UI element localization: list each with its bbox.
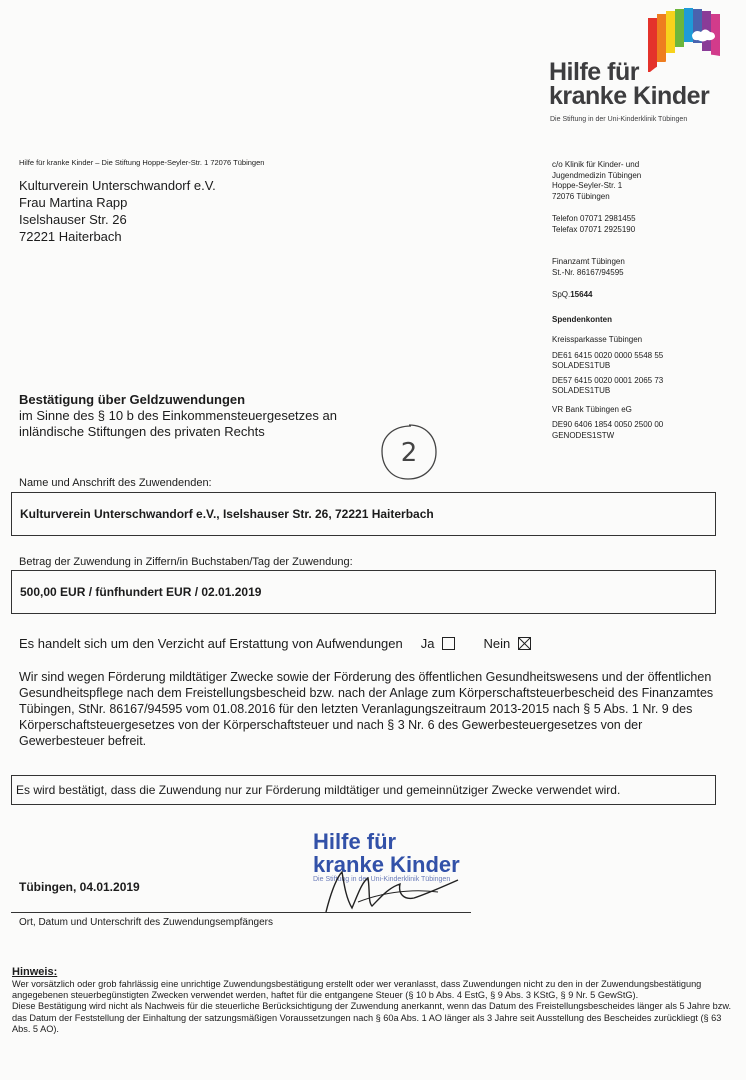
logo-subtitle: Die Stiftung in der Uni-Kinderklinik Tübingen xyxy=(550,116,688,123)
signature-caption: Ort, Datum und Unterschrift des Zuwendungsempfängers xyxy=(19,917,274,928)
notice-paragraph-2: Diese Bestätigung wird nicht als Nachweis für die steuerliche Berücksichtigung der Zuwendung anerkannt, wenn das Datum des Freistellungsbescheides länger als 5 Jahre bzw. das Datum der Feststellung der Einhaltung der satzungsmäßigen Voraussetzungen nach § 60a Abs. 1 AO länger als 3 Jahre seit Ausstellung des Bescheides zurückliegt (§ 63 Abs. 5 AO). xyxy=(12,1001,732,1034)
confirmation-box xyxy=(11,775,716,805)
document-heading: Bestätigung über Geldzuwendungen xyxy=(19,392,246,407)
sidebar-bank1-bic2: SOLADES1TUB xyxy=(552,386,611,395)
sidebar-tax xyxy=(552,257,742,278)
signature-place-date: Tübingen, 04.01.2019 xyxy=(19,880,140,894)
sidebar-info xyxy=(552,160,742,441)
sidebar-bank2-bic: GENODES1STW xyxy=(552,430,615,440)
logo-title-line1: Hilfe für xyxy=(549,58,639,86)
notice-title-text: Hinweis xyxy=(12,966,54,978)
document-subheading-2: inländische Stiftungen des privaten Rechts xyxy=(19,424,265,439)
waiver-yes-checkbox[interactable] xyxy=(442,637,455,650)
recipient-line-3: Iselshauser Str. 26 xyxy=(19,212,127,227)
donor-label: Name und Anschrift des Zuwendenden: xyxy=(19,477,212,489)
sidebar-bank2-iban: DE90 6406 1854 0050 2500 00 xyxy=(552,420,664,429)
document-subheading-1: im Sinne des § 10 b des Einkommensteuergesetzes an xyxy=(19,408,337,423)
sidebar-accounts-title: Spendenkonten xyxy=(552,314,613,324)
document-title xyxy=(19,392,337,440)
signature-line xyxy=(11,912,471,913)
sidebar-tax-office: Finanzamt Tübingen xyxy=(552,257,625,266)
handwritten-number: 2 xyxy=(400,438,418,468)
notice-title: Hinweis: xyxy=(12,966,58,978)
donor-value: Kulturverein Unterschwandorf e.V., Iselshauser Str. 26, 72221 Haiterbach xyxy=(20,507,434,521)
waiver-no-checkbox[interactable] xyxy=(518,637,531,650)
sidebar-bank1-iban1: DE61 6415 0020 0000 5548 55 xyxy=(552,350,664,360)
waiver-no-label: Nein xyxy=(483,636,511,651)
sidebar-bank1-name: Kreissparkasse Tübingen xyxy=(552,335,643,344)
logo-title xyxy=(549,60,709,108)
sidebar-phone: Telefon 07071 2981455 xyxy=(552,214,636,223)
amount-box xyxy=(11,570,716,614)
handwritten-circle-mark xyxy=(378,421,440,483)
sidebar-spq-label: SpQ. xyxy=(552,290,571,299)
stamp-line1: Hilfe für xyxy=(313,829,397,854)
recipient-address xyxy=(19,177,216,245)
sidebar-bank2-name: VR Bank Tübingen eG xyxy=(552,404,632,414)
sidebar-address-line: 72076 Tübingen xyxy=(552,191,610,201)
recipient-line-4: 72221 Haiterbach xyxy=(19,229,122,244)
notice-paragraph-1: Wer vorsätzlich oder grob fahrlässig eine unrichtige Zuwendungsbestätigung erstellt oder wer veranlasst, dass Zuwendungen nicht zu den in der Zuwendungsbestätigung angegebenen steuerbegünstigten Zwecken verwendet werden, haftet für die entgangene Steuer (§ 10 b Abs. 4 EstG, § 9 Abs. 3 KStG, § 9 Nr. 5 GewStG). xyxy=(12,979,702,1001)
logo-title-line2: kranke Kinder xyxy=(549,82,710,110)
amount-value: 500,00 EUR / fünfhundert EUR / 02.01.2019 xyxy=(20,585,262,599)
waiver-yes-label: Ja xyxy=(420,636,435,651)
waiver-question: Es handelt sich um den Verzicht auf Erstattung von Aufwendungen xyxy=(19,636,403,651)
sidebar-address xyxy=(552,160,742,202)
donor-box xyxy=(11,492,716,536)
checkbox-cross-icon xyxy=(518,637,531,650)
waiver-row xyxy=(19,636,531,651)
confirmation-text: Es wird bestätigt, dass die Zuwendung nur zur Förderung mildtätiger und gemeinnütziger Zwecke verwendet wird. xyxy=(16,783,621,797)
stamp-subtitle: Die Stiftung in der Uni-Kinderklinik Tübingen xyxy=(313,876,451,883)
sidebar-address-line: Hoppe-Seyler-Str. 1 xyxy=(552,181,623,190)
sidebar-contact xyxy=(552,214,742,235)
recipient-line-2: Frau Martina Rapp xyxy=(19,195,128,210)
sender-return-address: Hilfe für kranke Kinder – Die Stiftung Hoppe-Seyler-Str. 1 72076 Tübingen xyxy=(19,158,265,167)
amount-label: Betrag der Zuwendung in Ziffern/in Buchstaben/Tag der Zuwendung: xyxy=(19,556,353,568)
sidebar-spq-number: 15644 xyxy=(570,290,593,299)
sidebar-bank1-bic1: SOLADES1TUB xyxy=(552,361,611,370)
sidebar-spq xyxy=(552,290,742,301)
sidebar-address-line: Jugendmedizin Tübingen xyxy=(552,170,642,180)
exemption-paragraph: Wir sind wegen Förderung mildtätiger Zwecke sowie der Förderung des öffentlichen Gesundheitswesens und der öffentlichen Gesundheitspflege nach dem Freistellungsbescheid bzw. nach der Anlage zum Körperschaftsteuerbescheid des Finanzamtes Tübingen, StNr. 86167/94595 vom 01.08.2016 für den letzten Veranlagungszeitraum 2013-2015 nach § 5 Abs. 1 Nr. 9 des Körperschaftsteuergesetzes von der Körperschaftsteuer und nach § 3 Nr. 6 des Gewerbesteuergesetzes von der Gewerbesteuer befreit. xyxy=(19,670,714,748)
stamp-line2: kranke Kinder xyxy=(313,852,460,877)
sidebar-tax-number: St.-Nr. 86167/94595 xyxy=(552,267,624,277)
sidebar-address-line: c/o Klinik für Kinder- und xyxy=(552,160,640,169)
notice-section xyxy=(12,966,732,1035)
signature-icon xyxy=(318,858,478,918)
sidebar-bank1-iban2: DE57 6415 0020 0001 2065 73 xyxy=(552,375,664,385)
recipient-line-1: Kulturverein Unterschwandorf e.V. xyxy=(19,178,216,193)
sidebar-fax: Telefax 07071 2925190 xyxy=(552,224,636,234)
